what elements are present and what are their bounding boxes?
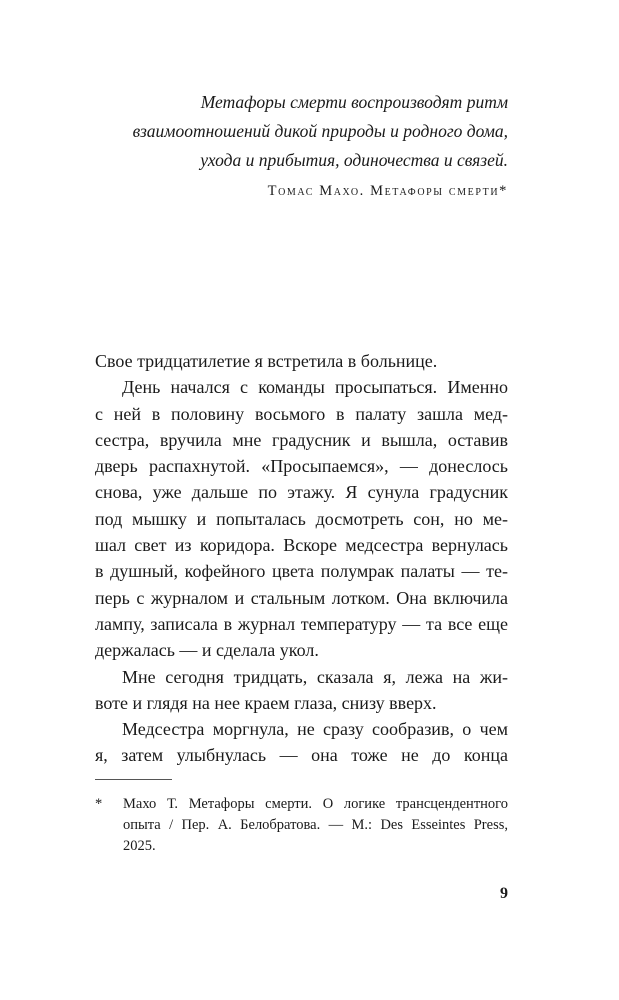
footnote xyxy=(95,794,508,857)
text-line: в душный, кофейного цвета полумрак палаты — те- xyxy=(95,561,508,582)
text-line: лампу, записала в журнал температуру — та все еще xyxy=(95,613,508,634)
text-line: снова, уже дальше по этажу. Я сунула градусник xyxy=(95,482,508,503)
epigraph-line: ухода и прибытия, одиночества и связей. xyxy=(200,150,508,170)
epigraph-line: взаимоотношений дикой природы и родного дома, xyxy=(132,121,508,141)
epigraph-source: Томас Махо. Метафоры смерти* xyxy=(267,183,508,199)
text-line: перь с журналом и стальным лотком. Она включила xyxy=(95,587,508,608)
footnote-line: Махо Т. Метафоры смерти. О логике трансцендентного xyxy=(123,796,508,812)
footnote-line: опыта / Пер. А. Белобратова. — М.: Des Esseintes Press, xyxy=(123,817,508,833)
text-line: Свое тридцатилетие я встретила в больнице. xyxy=(95,351,438,371)
text-line: я, затем улыбнулась — она тоже не до конца xyxy=(95,745,508,766)
text-line: под мышку и попыталась досмотреть сон, но ме- xyxy=(95,508,508,529)
epigraph xyxy=(95,88,508,203)
text-line: с ней в половину восьмого в палату зашла мед- xyxy=(95,403,508,424)
footnote-body xyxy=(123,794,508,857)
text-line: День начался с команды просыпаться. Именно xyxy=(122,377,508,398)
text-line: держалась — и сделала укол. xyxy=(95,640,319,661)
footnote-line: 2025. xyxy=(123,838,156,854)
footnote-marker: * xyxy=(95,796,103,812)
epigraph-line: Метафоры смерти воспроизводят ритм xyxy=(200,92,508,112)
text-line: сестра, вручила мне градусник и вышла, оставив xyxy=(95,429,508,450)
text-line: Медсестра моргнула, не сразу сообразив, о чем xyxy=(122,719,508,740)
text-line: шал свет из коридора. Вскоре медсестра вернулась xyxy=(95,535,508,556)
text-line: Мне сегодня тридцать, сказала я, лежа на жи- xyxy=(122,666,508,687)
page-number: 9 xyxy=(500,885,508,902)
text-line: дверь распахнутой. «Просыпаемся», — донеслось xyxy=(95,456,508,477)
footnote-divider xyxy=(95,779,172,780)
body-text xyxy=(95,348,508,769)
text-line: воте и глядя на нее краем глаза, снизу вверх. xyxy=(95,692,437,713)
